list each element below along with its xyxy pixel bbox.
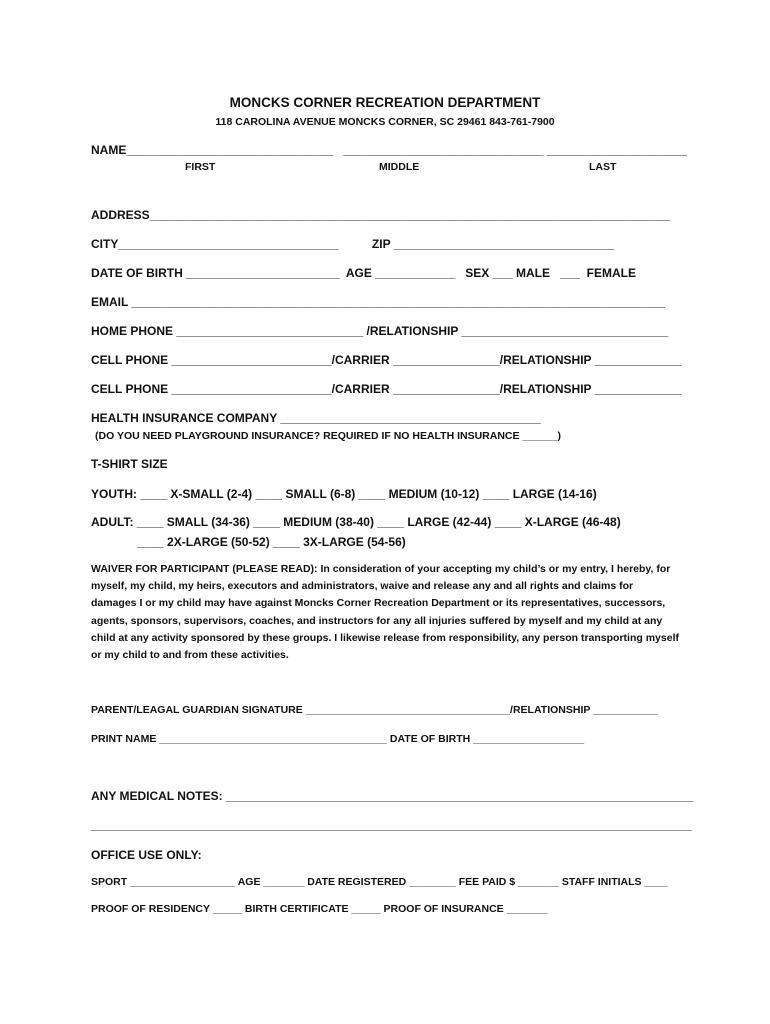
playground-insurance-note: (DO YOU NEED PLAYGROUND INSURANCE? REQUIRED IF NO HEALTH INSURANCE ______) [95,430,561,442]
office-use-row-1[interactable]: SPORT __________________ AGE _______ DATE REGISTERED ________ FEE PAID $ _______ STAFF INITIALS ____ [91,876,668,888]
waiver-text: WAIVER FOR PARTICIPANT (PLEASE READ): In consideration of your accepting my child’s or my entry, I hereby, for myself, my child, my heirs, executors and administrators, waive and release any and all rights and claims for damages I or my child may have against Moncks Corner Recreation Department or its representatives, successors, agents, sponsors, supervisors, coaches, and instructors for any all injuries suffered by myself and my child at any child at any activity sponsored by these groups. I likewise release from responsibility, any person transporting myself or my child to and from these activities. [91,563,679,662]
dob-age-sex-field[interactable]: DATE OF BIRTH _______________________ AGE ____________ SEX ___ MALE ___ FEMALE [91,266,636,280]
medical-notes-field[interactable]: ANY MEDICAL NOTES: ______________________________________________________________________ [91,789,694,803]
insurance-field[interactable]: HEALTH INSURANCE COMPANY _______________________________________ [91,411,541,425]
home-phone-field[interactable]: HOME PHONE ____________________________ /RELATIONSHIP _______________________________ [91,324,669,338]
address-field[interactable]: ADDRESS______________________________________________________________________________ [91,208,671,222]
guardian-signature-field[interactable]: PARENT/LEAGAL GUARDIAN SIGNATURE ___________________________________/RELATIONSHIP ___________ [91,704,658,716]
tshirt-adult-sizes-1[interactable]: ADULT: ____ SMALL (34-36) ____ MEDIUM (38-40) ____ LARGE (42-44) ____ X-LARGE (46-48) [91,515,621,529]
last-label: LAST [589,161,617,173]
office-use-heading: OFFICE USE ONLY: [91,848,202,862]
form-title: MONCKS CORNER RECREATION DEPARTMENT [229,95,541,110]
cell-phone-field-2[interactable]: CELL PHONE ________________________/CARRIER ________________/RELATIONSHIP _____________ [91,382,682,396]
tshirt-heading: T-SHIRT SIZE [91,457,168,471]
city-zip-field[interactable]: CITY_________________________________ ZIP _________________________________ [91,237,614,251]
cell-phone-field-1[interactable]: CELL PHONE ________________________/CARRIER ________________/RELATIONSHIP _____________ [91,353,682,367]
medical-notes-line-2[interactable]: __________________________________________________________________________________________ [91,818,692,832]
name-field[interactable]: NAME_______________________________ ______________________________ _____________________ [91,143,687,157]
first-label: FIRST [185,161,216,173]
middle-label: MIDDLE [379,161,420,173]
tshirt-adult-sizes-2[interactable]: ____ 2X-LARGE (50-52) ____ 3X-LARGE (54-56) [137,535,406,549]
tshirt-youth-sizes[interactable]: YOUTH: ____ X-SMALL (2-4) ____ SMALL (6-8) ____ MEDIUM (10-12) ____ LARGE (14-16) [91,487,597,501]
department-address: 118 CAROLINA AVENUE MONCKS CORNER, SC 29461 843-761-7900 [215,116,555,128]
print-name-field[interactable]: PRINT NAME _______________________________________ DATE OF BIRTH ___________________ [91,733,585,745]
email-field[interactable]: EMAIL ________________________________________________________________________________ [91,295,666,309]
office-use-row-2[interactable]: PROOF OF RESIDENCY _____ BIRTH CERTIFICATE _____ PROOF OF INSURANCE _______ [91,903,548,915]
